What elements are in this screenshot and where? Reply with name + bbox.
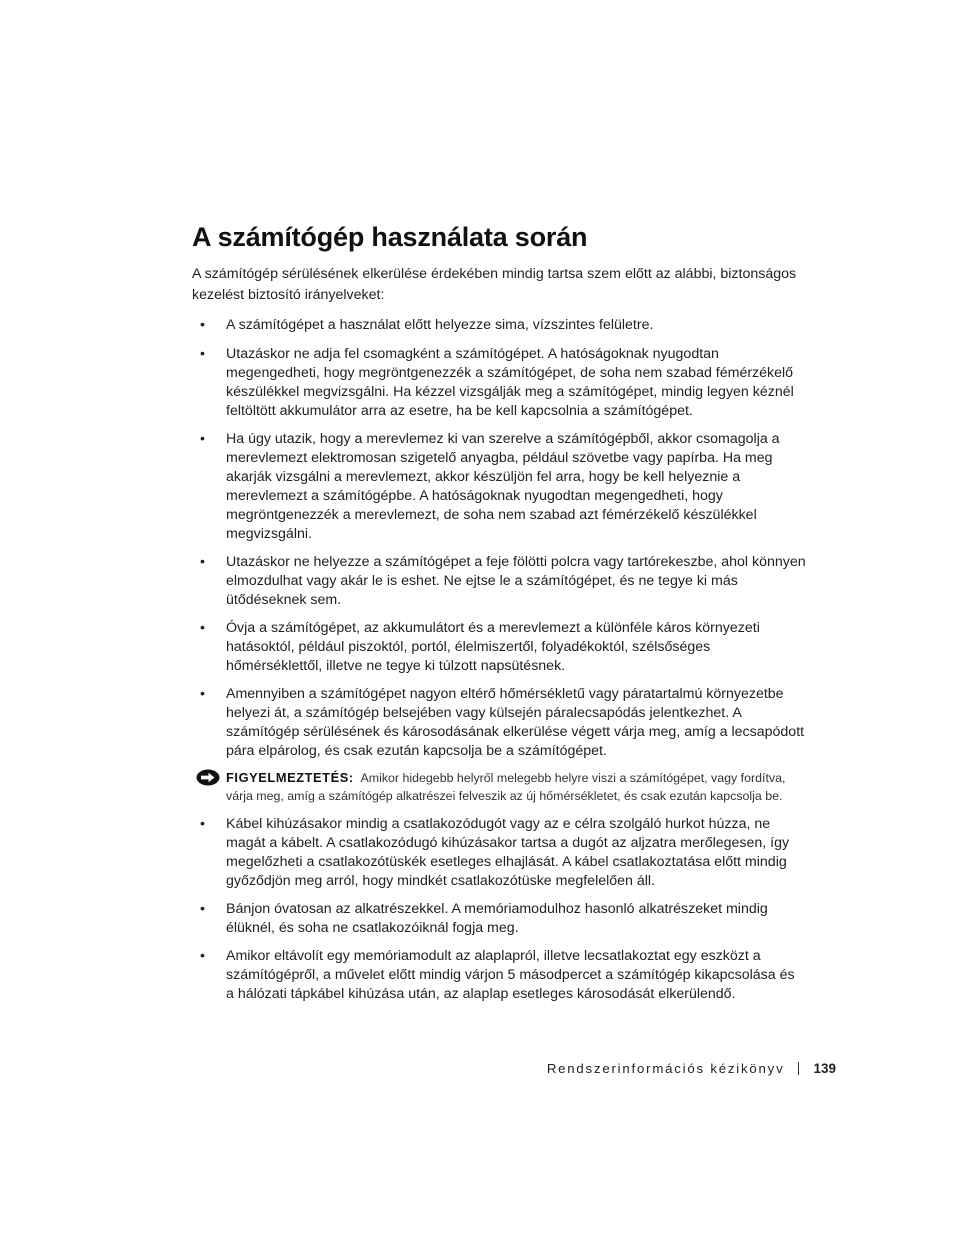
footer-title: Rendszerinformációs kézikönyv — [546, 1061, 785, 1076]
bullet-icon: • — [200, 686, 205, 702]
list-item-text: Bánjon óvatosan az alkatrészekkel. A memóriamodulhoz hasonló alkatrészeket mindig élüknél, és soha ne csatlakozóiknál fogja meg. — [226, 901, 768, 936]
footer-divider — [798, 1062, 799, 1075]
page-footer — [547, 1061, 836, 1076]
list-item-text: A számítógépet a használat előtt helyezze sima, vízszintes felületre. — [226, 317, 654, 333]
list-item — [196, 345, 806, 421]
page-title: A számítógép használata során — [192, 222, 588, 252]
list-item-text: Amennyiben a számítógépet nagyon eltérő hőmérsékletű vagy páratartalmú környezetbe helyezi át, a számítógép belsejében vagy külsején páralecsapódás jelentkezhet. A számítógép sérülésének és károsodásának elkerülése végett várja meg, amíg a lecsapódott pára elpárolog, és csak ezután kapcsolja be a számítógépet. — [226, 686, 805, 759]
intro-paragraph: A számítógép sérülésének elkerülése érdekében mindig tartsa szem előtt az alábbi, biztonságos kezelést biztosító irányelveket: — [192, 266, 797, 303]
list-item — [196, 430, 806, 544]
list-item — [196, 900, 806, 938]
list-item — [196, 316, 806, 335]
list-item-text: Óvja a számítógépet, az akkumulátort és a merevlemezt a különféle káros környezeti hatásoktól, például piszoktól, portól, élelmiszertől, folyadékoktól, szélsőséges hőmérséklettől, illetve ne tegye ki túlzott napsütésnek. — [226, 620, 760, 674]
list-item — [196, 685, 806, 761]
safety-guidelines-list — [196, 316, 806, 1004]
list-item-text: Amikor eltávolít egy memóriamodult az alaplapról, illetve lecsatlakoztat egy eszközt a számítógépről, a művelet előtt mindig várjon 5 másodpercet a számítógép kikapcsolása és a hálózati tápkábel kihúzása után, az alaplap esetleges károsodását elkerülendő. — [226, 948, 795, 1002]
list-item — [196, 947, 806, 1004]
warning-text: Amikor hidegebb helyről melegebb helyre viszi a számítógépet, vagy fordítva, várja meg, amíg a számítógép alkatrészei felveszik az új hőmérsékletet, és csak ezután kapcsolja be. — [226, 771, 786, 803]
list-item — [196, 553, 806, 610]
warning-arrow-icon — [196, 769, 220, 791]
bullet-icon: • — [200, 346, 205, 362]
warning-label: FIGYELMEZTETÉS: — [226, 770, 354, 785]
list-item — [196, 815, 806, 891]
bullet-icon: • — [200, 901, 205, 917]
bullet-icon: • — [200, 431, 205, 447]
list-item-text: Utazáskor ne helyezze a számítógépet a feje fölötti polcra vagy tartórekeszbe, ahol könnyen elmozdulhat vagy akár le is eshet. Ne ejtse le a számítógépet, és ne tegye ki más ütődéseknek sem. — [226, 554, 806, 608]
bullet-icon: • — [200, 948, 205, 964]
bullet-icon: • — [200, 816, 205, 832]
bullet-icon: • — [200, 317, 205, 333]
list-item-text: Utazáskor ne adja fel csomagként a számítógépet. A hatóságoknak nyugodtan megengedheti, hogy megröntgenezzék a számítógépet, de soha nem szabad fémérzékelő készülékkel megvizsgálni. Ha kézzel vizsgálják meg a számítógépet, mindig legyen kéznél feltöltött akkumulátor arra az esetre, ha be kell kapcsolnia a számítógépet. — [226, 346, 794, 419]
warning-note — [196, 769, 806, 805]
list-item-text: Kábel kihúzásakor mindig a csatlakozódugót vagy az e célra szolgáló hurkot húzza, ne magát a kábelt. A csatlakozódugó kihúzásakor tartsa a dugót az aljzatra merőlegesen, így megelőzheti a csatlakozótüskék esetleges elhajlását. A kábel csatlakoztatása előtt mindig győződjön meg arról, hogy mindkét csatlakozótüske megfelelően áll. — [226, 816, 790, 889]
list-item-text: Ha úgy utazik, hogy a merevlemez ki van szerelve a számítógépből, akkor csomagolja a merevlemezt elektromosan szigetelő anyagba, például szövetbe vagy papírba. Ha meg akarják vizsgálni a merevlemezt, akkor készüljön fel arra, hogy be kell helyeznie a merevlemezt a számítógépbe. A hatóságoknak nyugodtan megengedheti, hogy megröntgenezzék a merevlemezt, de soha nem szabad azt fémérzékelő készülékkel megvizsgálni. — [226, 431, 780, 542]
bullet-icon: • — [200, 554, 205, 570]
list-item — [196, 619, 806, 676]
page-number: 139 — [813, 1061, 836, 1076]
bullet-icon: • — [200, 620, 205, 636]
